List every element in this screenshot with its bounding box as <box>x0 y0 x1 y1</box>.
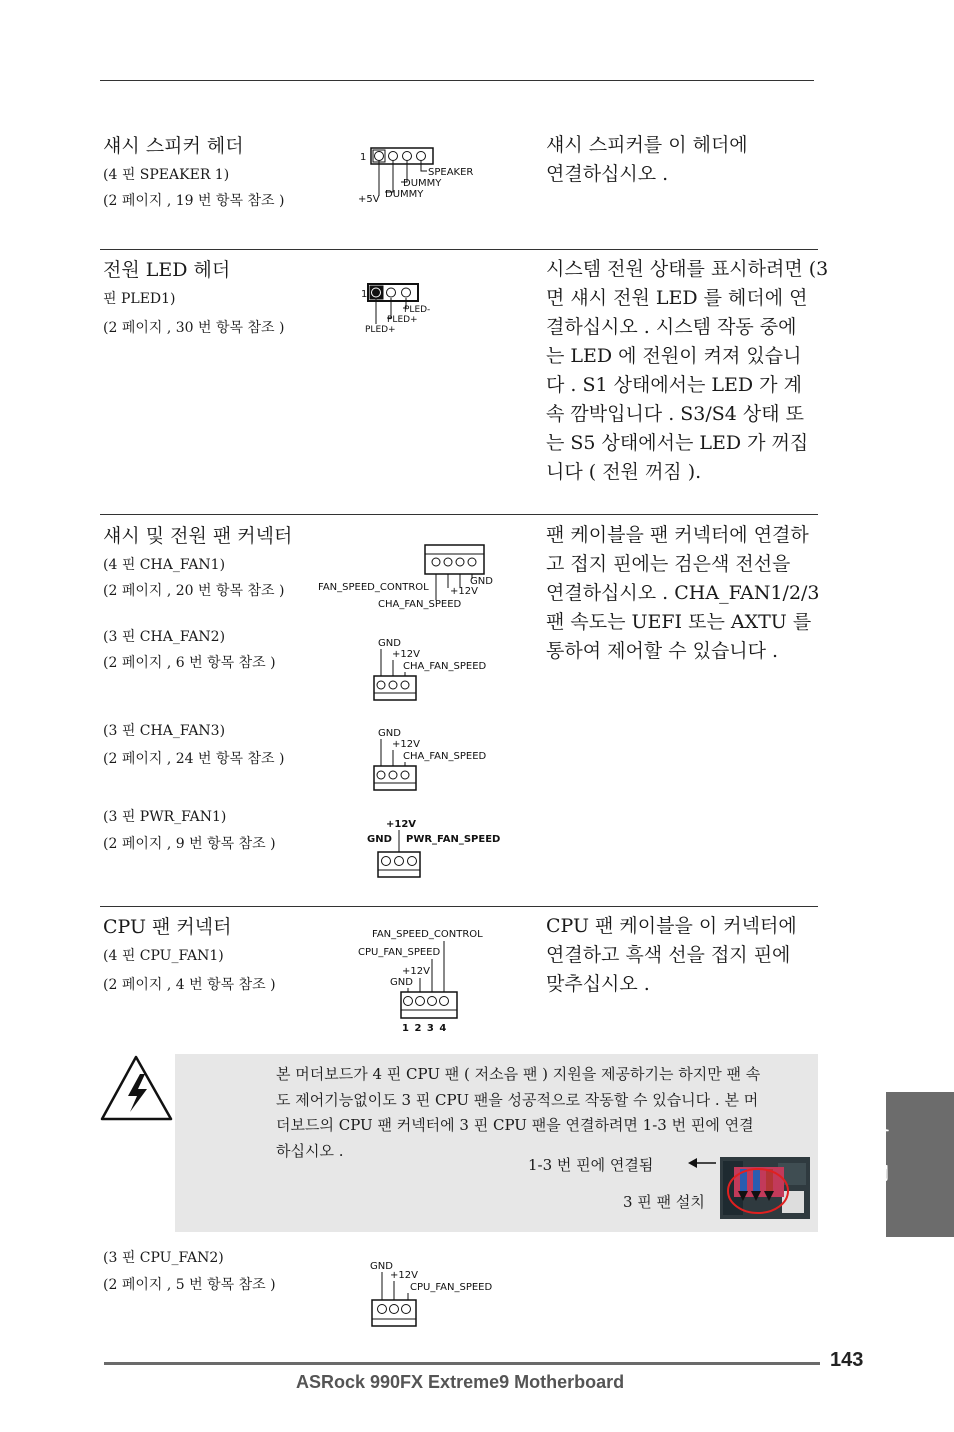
cha-fan1-diagram <box>316 542 506 612</box>
cpu-fan-pin: (4 핀 CPU_FAN1) <box>103 948 224 964</box>
chassis-fan-title: 섀시 및 전원 팬 커넥터 <box>103 525 293 547</box>
power-led-desc-line: 니다 ( 전원 꺼짐 ). <box>546 461 702 483</box>
cha-fan3-label-speed: CHA_FAN_SPEED <box>403 751 487 762</box>
note-line: 본 머더보드가 4 핀 CPU 팬 ( 저소음 팬 ) 지원을 제공하기는 하지만 팬 속 <box>276 1065 761 1083</box>
cha-fan1-label-12v: +12V <box>450 586 478 597</box>
power-led-desc-line: 는 LED 에 전원이 켜져 있습니 <box>546 345 802 367</box>
cpu-fan2-pin: (3 핀 CPU_FAN2) <box>103 1250 224 1266</box>
cha-fan1-pin: (4 핀 CHA_FAN1) <box>103 557 226 573</box>
pwr-fan1-label-speed: PWR_FAN_SPEED <box>406 834 501 845</box>
cha-fan1-label-gnd: GND <box>470 576 493 587</box>
speaker-desc-line: 연결하십시오 . <box>546 163 669 185</box>
cpu-fan-desc-line: 연결하고 흑색 선을 접지 핀에 <box>546 944 791 966</box>
note-line: 하십시오 . <box>276 1141 344 1160</box>
cpu-fan-title: CPU 팬 커넥터 <box>103 916 232 938</box>
power-led-desc-line: 속 깜박입니다 . S3/S4 상태 또 <box>546 403 805 425</box>
chassis-fan-desc <box>546 521 820 666</box>
cha-fan2-label-gnd: GND <box>378 638 401 649</box>
chassis-fan-desc-line: 팬 속도는 UEFI 또는 AXTU 를 <box>546 611 812 633</box>
speaker-label-dummy1: DUMMY <box>403 178 442 189</box>
cpu-fan2-label-speed: CPU_FAN_SPEED <box>410 1282 493 1293</box>
cha-fan1-ref: (2 페이지 , 20 번 항목 참조 ) <box>103 583 285 599</box>
section-rule <box>100 249 818 250</box>
cpu-fan1-diagram <box>356 924 496 1034</box>
cpu-fan1-pin-numbers: 1 2 3 4 <box>402 1023 448 1034</box>
pwr-fan1-diagram <box>366 816 506 880</box>
power-led-ref: (2 페이지 , 30 번 항목 참조 ) <box>103 320 285 336</box>
pwr-fan1-label-12v: +12V <box>386 819 417 830</box>
note-line: 더보드의 CPU 팬 커넥터에 3 핀 CPU 팬을 연결하려면 1-3 번 핀에 연결 <box>276 1116 754 1134</box>
note-line: 도 제어기능없이도 3 핀 CPU 팬을 성공적으로 작동할 수 있습니다 . 본 머 <box>276 1090 759 1109</box>
chassis-fan-desc-line: 고 접지 핀에는 검은색 전선을 <box>546 553 791 575</box>
power-led-title: 전원 LED 헤더 <box>103 259 231 281</box>
cha-fan3-ref: (2 페이지 , 24 번 항목 참조 ) <box>103 751 285 767</box>
power-led-label-plus2: PLED+ <box>365 325 396 335</box>
chassis-fan-desc-line: 통하여 제어할 수 있습니다 . <box>546 640 779 662</box>
power-led-label-minus: PLED- <box>404 305 431 315</box>
cpu-fan-desc-line: 맞추십시오 . <box>546 973 650 995</box>
cpu-fan1-label-gnd: GND <box>390 977 413 988</box>
power-led-desc-line: 시스템 전원 상태를 표시하려면 (3 <box>546 258 829 280</box>
power-led-pin1-label: 1 <box>361 289 368 300</box>
footer-title: ASRock 990FX Extreme9 Motherboard <box>296 1372 625 1392</box>
cha-fan2-pin: (3 핀 CHA_FAN2) <box>103 629 226 645</box>
power-led-desc-line: 면 섀시 전원 LED 를 헤더에 연 <box>546 287 808 309</box>
power-led-desc-line: 다 . S1 상태에서는 LED 가 계 <box>546 374 802 396</box>
speaker-desc-line: 섀시 스피커를 이 헤더에 <box>546 134 748 156</box>
cpu-fan1-label-control: FAN_SPEED_CONTROL <box>372 929 483 940</box>
note-label-install: 3 핀 팬 설치 <box>623 1193 705 1211</box>
power-led-pin: 핀 PLED1) <box>103 291 176 307</box>
top-rule <box>100 80 814 81</box>
power-led-header-diagram <box>360 280 450 335</box>
pwr-fan1-pin: (3 핀 PWR_FAN1) <box>103 809 227 825</box>
cha-fan1-label-control: FAN_SPEED_CONTROL <box>318 582 429 593</box>
power-led-desc-line: 는 S5 상태에서는 LED 가 꺼집 <box>546 432 809 454</box>
cha-fan2-ref: (2 페이지 , 6 번 항목 참조 ) <box>103 655 276 671</box>
section-rule <box>100 514 818 515</box>
note-text <box>276 1062 816 1164</box>
cpu-fan2-ref: (2 페이지 , 5 번 항목 참조 ) <box>103 1277 276 1293</box>
chassis-fan-desc-line: 연결하십시오 . CHA_FAN1/2/3 <box>546 582 820 604</box>
cpu-fan-desc <box>546 912 797 999</box>
cpu-fan2-label-12v: +12V <box>390 1270 418 1281</box>
footer-rule <box>104 1362 820 1365</box>
warning-icon <box>100 1054 176 1124</box>
cpu-fan-ref: (2 페이지 , 4 번 항목 참조 ) <box>103 977 276 993</box>
power-led-label-plus1: PLED+ <box>387 315 418 325</box>
language-tab-label: 한 국 어 <box>858 1083 893 1190</box>
power-led-desc <box>546 255 828 487</box>
fan-connector-photo <box>720 1157 810 1219</box>
cha-fan3-label-gnd: GND <box>378 728 401 739</box>
chassis-fan-desc-line: 팬 케이블을 팬 커넥터에 연결하 <box>546 524 809 546</box>
note-label-pins: 1-3 번 핀에 연결됨 <box>528 1156 654 1174</box>
cpu-fan1-label-12v: +12V <box>402 966 430 977</box>
cpu-fan2-diagram <box>368 1258 508 1330</box>
power-led-desc-line: 결하십시오 . 시스템 작동 중에 <box>546 316 797 338</box>
arrow-left-icon <box>688 1157 718 1169</box>
section-rule <box>100 906 818 907</box>
cha-fan3-label-12v: +12V <box>392 739 420 750</box>
cha-fan1-label-speed: CHA_FAN_SPEED <box>378 599 462 610</box>
cha-fan2-label-speed: CHA_FAN_SPEED <box>403 661 487 672</box>
cpu-fan-desc-line: CPU 팬 케이블을 이 커넥터에 <box>546 915 797 937</box>
speaker-title: 섀시 스피커 헤더 <box>103 135 244 157</box>
cha-fan3-pin: (3 핀 CHA_FAN3) <box>103 723 226 739</box>
speaker-label-speaker: SPEAKER <box>428 167 474 178</box>
cha-fan2-diagram <box>372 636 502 702</box>
speaker-ref: (2 페이지 , 19 번 항목 참조 ) <box>103 193 285 209</box>
language-tab <box>858 1083 954 1237</box>
cha-fan3-diagram <box>372 726 502 792</box>
cpu-fan1-label-speed: CPU_FAN_SPEED <box>358 947 441 958</box>
speaker-header-diagram <box>355 144 495 204</box>
speaker-desc <box>546 131 748 189</box>
speaker-label-dummy2: DUMMY <box>385 189 424 200</box>
speaker-label-5v: +5V <box>358 194 380 205</box>
cpu-fan2-label-gnd: GND <box>370 1261 393 1272</box>
pwr-fan1-ref: (2 페이지 , 9 번 항목 참조 ) <box>103 836 276 852</box>
speaker-pin1-label: 1 <box>360 152 367 163</box>
page-number: 143 <box>830 1349 864 1371</box>
speaker-pin: (4 핀 SPEAKER 1) <box>103 167 230 183</box>
pwr-fan1-label-gnd: GND <box>367 834 392 845</box>
cha-fan2-label-12v: +12V <box>392 649 420 660</box>
